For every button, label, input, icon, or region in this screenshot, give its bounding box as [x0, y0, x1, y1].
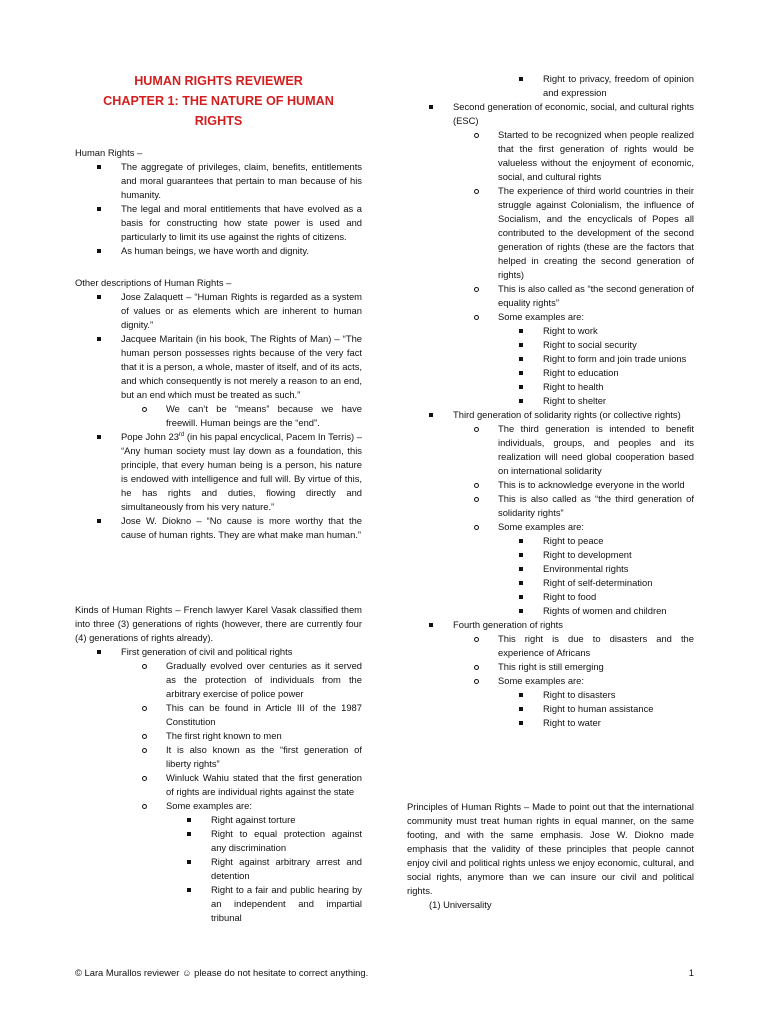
list-item: Right against arbitrary arrest and detention — [75, 855, 362, 883]
list-item: The aggregate of privileges, claim, benefits, entitlements and moral guarantees that pertain to man because of his humanity. — [75, 160, 362, 202]
list-item: This right is due to disasters and the experience of Africans — [407, 632, 694, 660]
list-item: Right to food — [407, 590, 694, 604]
list-item: Right to social security — [407, 338, 694, 352]
list-item: The experience of third world countries in their struggle against Colonialism, the influence of Socialism, and the encyclicals of Popes all contributed to the development of the second generation of rights (these are the factors that helped in creating the second generation of rights) — [407, 184, 694, 282]
list-item: We can’t be “means” because we have freewill. Human beings are the “end”. — [75, 402, 362, 430]
doc-title-line3: RIGHTS — [194, 114, 243, 128]
list-item: Started to be recognized when people realized that the first generation of rights would be valueless without the enjoyment of economic, social, and cultural rights — [407, 128, 694, 184]
kinds-paragraph: Kinds of Human Rights – French lawyer Karel Vasak classified them into three (3) generations of rights (however, there are currently four (4) generations of rights already). — [75, 604, 362, 643]
list-item: Right to equal protection against any discrimination — [75, 827, 362, 855]
principle-universality: (1) Universality — [429, 899, 492, 910]
list-item: Right to a fair and public hearing by an independent and impartial tribunal — [75, 883, 362, 925]
list-item: Right to education — [407, 366, 694, 380]
list-item: Right to privacy, freedom of opinion and expression — [407, 72, 694, 100]
list-item: First generation of civil and political rights — [75, 645, 362, 659]
footer-text: © Lara Murallos reviewer ☺ please do not hesitate to correct anything. — [75, 967, 369, 978]
list-item: Right to peace — [407, 534, 694, 548]
list-item: This can be found in Article III of the 1987 Constitution — [75, 701, 362, 729]
list-item: This is also called as “the second generation of equality rights” — [407, 282, 694, 310]
list-item: It is also known as the “first generation of liberty rights” — [75, 743, 362, 771]
kinds-section — [75, 603, 362, 925]
list-item: Some examples are: — [75, 799, 362, 813]
list-item: Some examples are: — [407, 310, 694, 324]
other-descriptions-heading: Other descriptions of Human Rights – — [75, 277, 232, 288]
other-descriptions-section — [75, 276, 362, 542]
list-item: Right to water — [407, 716, 694, 730]
list-item: Right to disasters — [407, 688, 694, 702]
list-item: As human beings, we have worth and dignity. — [75, 244, 362, 258]
list-item: Gradually evolved over centuries as it served as the protection of individuals from the arbitrary exercise of police power — [75, 659, 362, 701]
generations-continued — [407, 72, 694, 730]
list-item: Rights of women and children — [407, 604, 694, 618]
list-item: Right to form and join trade unions — [407, 352, 694, 366]
page-number: 1 — [688, 967, 694, 978]
list-item: Jacquee Maritain (in his book, The Rights of Man) – “The human person possesses rights because of the very fact that it is a person, a whole, master of itself, and of its acts, and which consequently is not merely a reason to an end, but an end which must be treated as such.” — [75, 332, 362, 402]
list-item: Environmental rights — [407, 562, 694, 576]
list-item: This is also called as “the third generation of solidarity rights” — [407, 492, 694, 520]
human-rights-heading: Human Rights – — [75, 147, 143, 158]
doc-title-line2: CHAPTER 1: THE NATURE OF HUMAN — [103, 94, 334, 108]
list-item: Right to shelter — [407, 394, 694, 408]
page-footer — [75, 966, 694, 980]
list-item: Pope John 23rd (in his papal encyclical, Pacem In Terris) – “Any human society must lay down as a foundation, this principle, that every human being is a person, his nature is endowed with intelligence and full will. By virtue of this, he has rights and duties, flowing directly and simultaneously from his very nature.” — [75, 430, 362, 514]
list-item: Some examples are: — [407, 674, 694, 688]
list-item: The third generation is intended to benefit individuals, groups, and peoples and its realization will need global cooperation based on international solidarity — [407, 422, 694, 478]
list-item: Right of self-determination — [407, 576, 694, 590]
list-item: The first right known to men — [75, 729, 362, 743]
list-item: Right to health — [407, 380, 694, 394]
list-item: Right to work — [407, 324, 694, 338]
list-item: Right to human assistance — [407, 702, 694, 716]
list-item: Third generation of solidarity rights (or collective rights) — [407, 408, 694, 422]
list-item: This right is still emerging — [407, 660, 694, 674]
list-item: Winluck Wahiu stated that the first generation of rights are individual rights against the state — [75, 771, 362, 799]
list-item: The legal and moral entitlements that have evolved as a basis for constructing how state power is used and particularly to limit its use against the rights of citizens. — [75, 202, 362, 244]
list-item: Second generation of economic, social, and cultural rights (ESC) — [407, 100, 694, 128]
principles-paragraph: Principles of Human Rights – Made to point out that the international community must treat human rights in equal manner, on the same footing, and with the same emphasis. Jose W. Diokno made emphasis that the validity of these principles that people cannot enjoy civil and political rights unless we enjoy economic, cultural, and social rights, anymore than we can insure our civil and political rights. — [407, 801, 694, 896]
list-item: Right to development — [407, 548, 694, 562]
human-rights-section — [75, 146, 362, 258]
principles-section — [407, 800, 694, 912]
list-item: Jose W. Diokno – “No cause is more worthy that the cause of human rights. They are what make man human.” — [75, 514, 362, 542]
list-item: Some examples are: — [407, 520, 694, 534]
list-item: Right against torture — [75, 813, 362, 827]
list-item: This is to acknowledge everyone in the world — [407, 478, 694, 492]
doc-title-line1: HUMAN RIGHTS REVIEWER — [134, 74, 303, 88]
list-item: Fourth generation of rights — [407, 618, 694, 632]
list-item: Jose Zalaquett – “Human Rights is regarded as a system of values or as elements which are inherent to human dignity.” — [75, 290, 362, 332]
